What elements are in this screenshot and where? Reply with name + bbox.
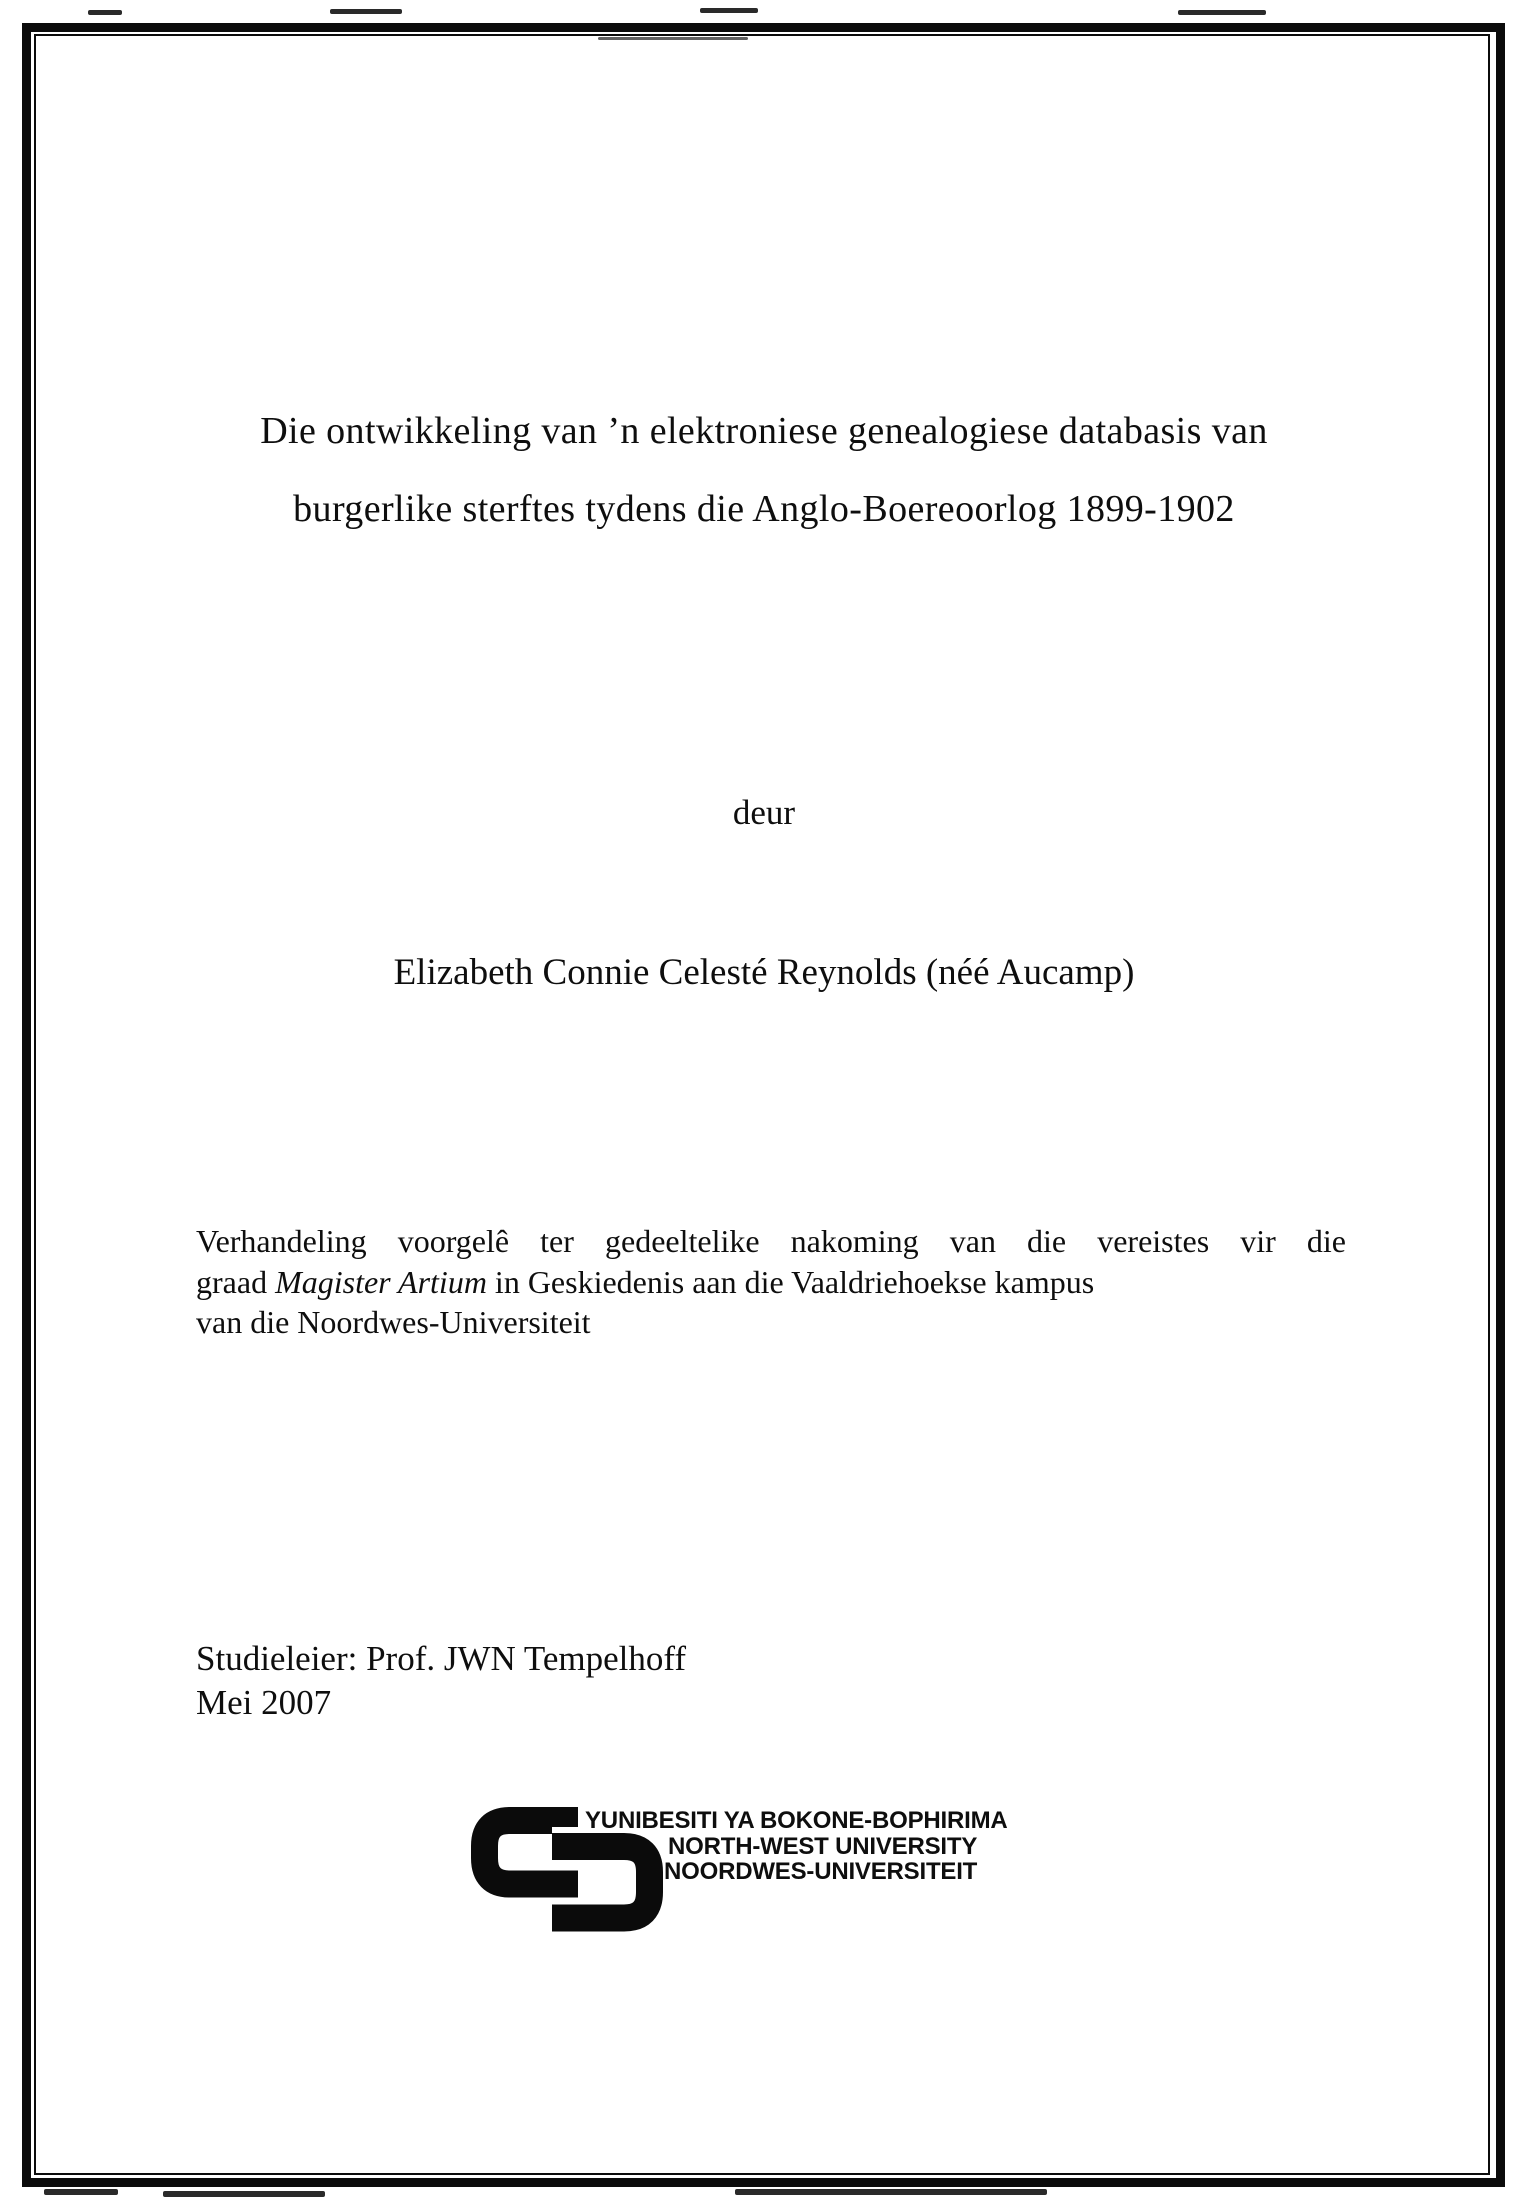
degree-name-italic: Magister Artium: [275, 1263, 487, 1300]
thesis-title-line-2: burgerlike sterftes tydens die Anglo-Boereoorlog 1899-1902: [293, 488, 1235, 530]
degree-statement-line-2: [196, 1262, 1346, 1303]
degree-statement-line-3: van die Noordwes-Universiteit: [196, 1304, 591, 1340]
university-name-setswana: YUNIBESITI YA BOKONE-BOPHIRIMA: [585, 1807, 1008, 1834]
scan-artifact: [330, 9, 402, 14]
byline-label: deur: [732, 793, 796, 832]
date-line: Mei 2007: [196, 1683, 332, 1722]
scan-artifact: [700, 8, 758, 13]
scan-artifact: [598, 37, 748, 40]
supervisor-line: Studieleier: Prof. JWN Tempelhoff: [196, 1639, 687, 1678]
thesis-title-line-1: Die ontwikkeling van ’n elektroniese genealogiese databasis van: [260, 410, 1268, 452]
scan-artifact: [44, 2189, 118, 2195]
thesis-title: [186, 392, 1342, 548]
degree-statement-line-2-prefix: graad: [196, 1263, 276, 1300]
author-name: Elizabeth Connie Celesté Reynolds (néé Aucamp): [393, 952, 1135, 993]
university-name-afrikaans: NOORDWES-UNIVERSITEIT: [664, 1858, 978, 1885]
scan-artifact: [88, 10, 122, 15]
credits-block: [196, 1637, 686, 1725]
scan-artifact: [163, 2191, 325, 2197]
scan-artifact: [735, 2189, 1047, 2195]
degree-statement-line-1: Verhandeling voorgelê ter gedeeltelike nakoming van die vereistes vir die: [196, 1223, 1346, 1259]
university-name-english: NORTH-WEST UNIVERSITY: [668, 1833, 978, 1860]
scan-artifact: [1178, 10, 1266, 15]
degree-statement-line-2-suffix: in Geskiedenis aan die Vaaldriehoekse kampus: [486, 1263, 1095, 1300]
degree-statement: [196, 1221, 1346, 1343]
